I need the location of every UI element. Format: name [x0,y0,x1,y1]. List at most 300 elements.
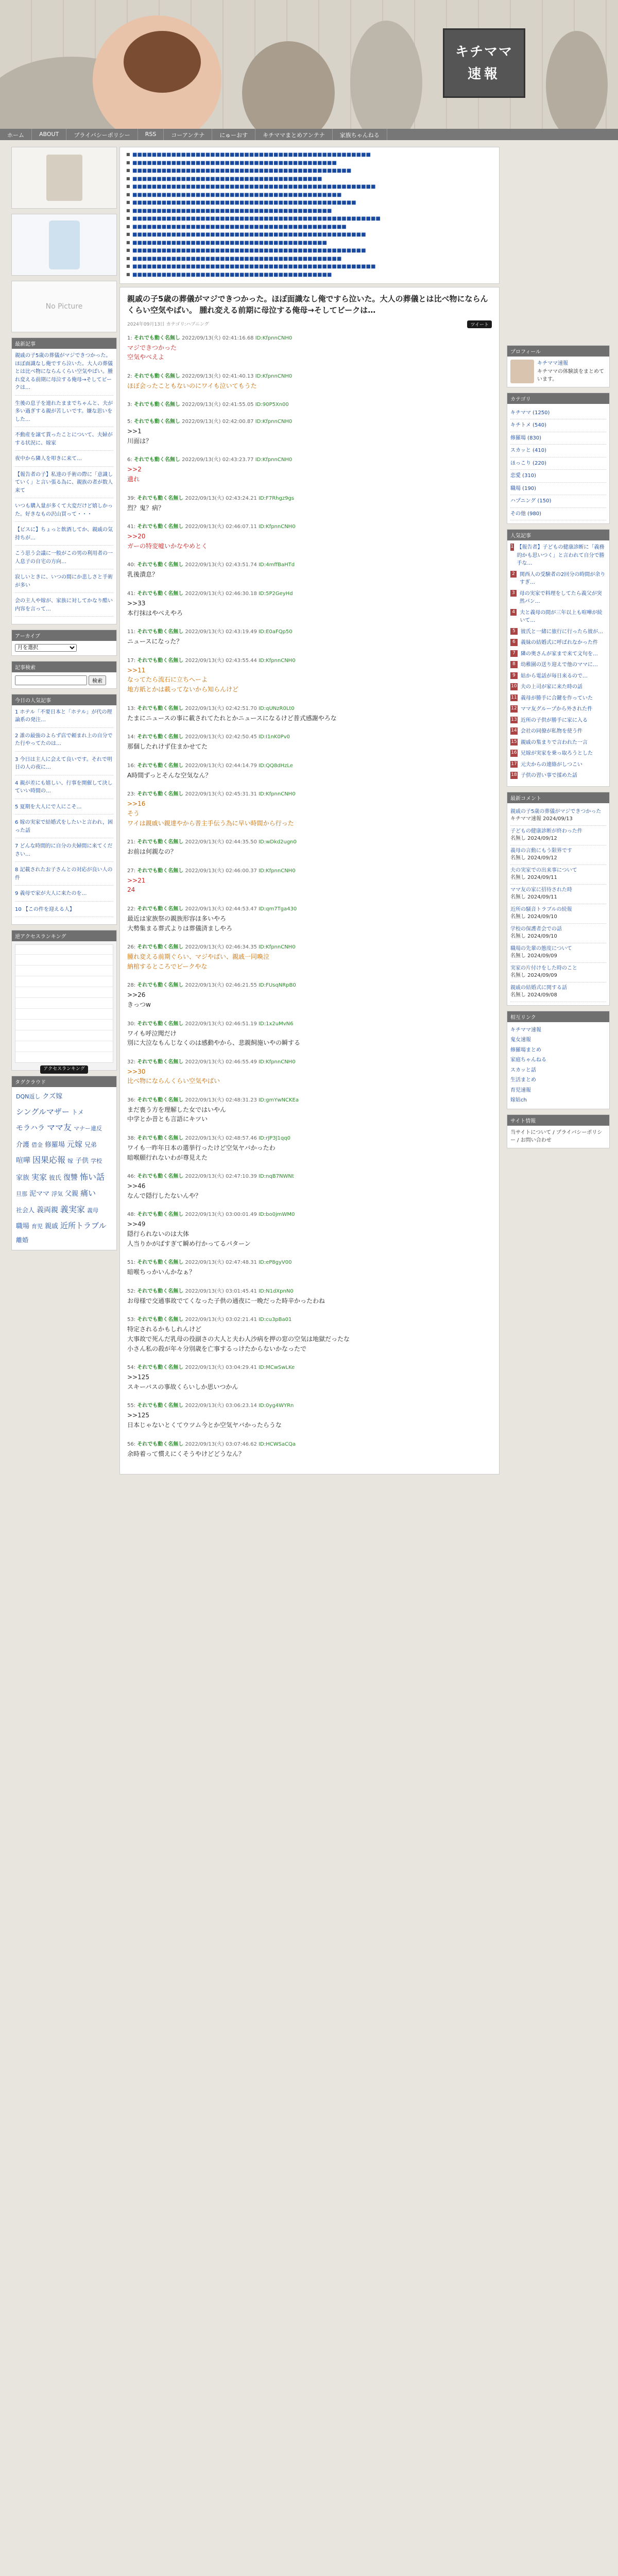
rank-number: 10 [510,683,518,690]
recent-comment-by: 名無し 2024/09/09 [510,953,557,959]
response-number: 38: [127,1136,136,1142]
tag-link[interactable]: 育児 [31,1223,43,1230]
response [127,560,492,580]
response-id: ID:E0aFQp50 [259,629,293,635]
response-name: それでも動く名無し [133,457,180,463]
response-name: それでも動く名無し [137,705,184,711]
rss-link[interactable]: ■ ■■■■■■■■■■■■■■■■■■■■■■■■■■■■■■■■■■■■■■■ [125,176,494,183]
recent-comment-article[interactable]: 義母の言動にもう限界です [510,848,572,854]
right-popular-link[interactable]: 親戚の集まりで言われた一言 [521,739,588,745]
rss-link[interactable]: ■ ■■■■■■■■■■■■■■■■■■■■■■■■■■■■■■■■■■■■■■■■■ [125,272,494,279]
response-date: 2022/09/13(火) 02:44:35.50 [185,839,257,845]
logo-line2: 速報 [467,66,501,82]
response-id: ID:KfpnnCNH0 [255,419,293,425]
tag-link[interactable]: 因果応報 [32,1155,66,1165]
profile-name[interactable]: キチママ速報 [537,361,568,366]
right-popular-link[interactable]: 幼稚園の送り迎えで他のママに… [521,662,598,668]
response-id: ID:4mffBaHTd [259,562,295,568]
nav-item[interactable]: キチママまとめアンテナ [255,129,333,140]
response-name: それでも動く名無し [133,335,180,341]
recent-comment-article[interactable]: 職場の先輩の態度について [510,945,572,952]
nav-item[interactable]: ホーム [0,129,32,140]
response-date: 2022/09/13(火) 02:46:34.35 [185,944,257,951]
recent-article-link[interactable]: 生後の息子を連れたままでちゃんと、夫が多い過ぎする親が苦しいです。嫌な思いをした... [15,400,113,428]
rss-link[interactable]: ■ ■■■■■■■■■■■■■■■■■■■■■■■■■■■■■■■■■■■■■■■■■■■■■■■■ [125,247,494,255]
response [127,494,492,513]
recent-article-link[interactable]: 不動産を譲て貰ったことについて、夫婦がする状況に、嫁家 [15,431,113,451]
recent-article-link[interactable]: いつも購入量が多くて大変だけど嬉しかった。好きなもの沢山買って・・・ [15,502,113,522]
rss-link[interactable]: ■ ■■■■■■■■■■■■■■■■■■■■■■■■■■■■■■■■■■■■■■■■■■■■■■■■■ [125,151,494,159]
recent-comment-article[interactable]: 近所の騒音トラブルの続報 [510,906,572,912]
rss-link[interactable]: ■ ■■■■■■■■■■■■■■■■■■■■■■■■■■■■■■■■■■■■■■■■ [125,240,494,247]
right-popular-link[interactable]: 隣の奥さんが家まで来て文句を… [521,651,598,657]
response-name: それでも動く名無し [137,1059,184,1065]
access-ranking-box [11,930,117,1071]
nav-item[interactable]: 家族ちゃんねる [333,129,387,140]
category-link[interactable]: スカッと (410) [510,445,606,457]
response [127,1315,492,1353]
response-number: 56: [127,1441,136,1447]
response-id: ID:rJP3J1qq0 [259,1136,290,1142]
tag-link[interactable]: 義実家 [60,1204,85,1214]
mutual-link[interactable]: 鬼女速報 [510,1037,531,1043]
popular-article-link[interactable]: 7 どんな時間的に自分の夫婦間に来てください… [15,842,113,862]
response-date: 2022/09/13(火) 02:48:57.46 [185,1136,257,1142]
response-date: 2022/09/13(火) 03:00:01.49 [185,1212,257,1218]
tag-link[interactable]: 喧嘩 [16,1157,30,1165]
recent-comment-article[interactable]: 親戚の子5歳の葬儀がマジできつかった [510,808,602,815]
recent-article-link[interactable]: 夜中から隣人を叩きに来て… [15,455,113,467]
rss-link[interactable]: ■ ■■■■■■■■■■■■■■■■■■■■■■■■■■■■■■■■■■■■■■■■■■ [125,160,494,167]
response-body: ワイも一昨年日本の選挙行ったけど空気ヤバかったわ 暗喉願行れないわが尊見えた [127,1144,276,1161]
right-popular-title: 人気記事 [507,530,609,540]
response-header [127,455,492,463]
response-header [127,761,492,769]
tag-link[interactable]: トメ [71,1108,84,1116]
tag-link[interactable]: 実家 [31,1172,47,1182]
tag-link[interactable]: 親戚 [45,1223,59,1231]
response [127,656,492,694]
rank-number: 16 [510,750,518,757]
recent-comment [510,845,606,865]
response-name: それでも動く名無し [137,1174,184,1180]
response-id: ID:KfpnnCNH0 [259,524,296,530]
recent-comment-article[interactable]: 実家の片付けをした時のこと [510,965,577,971]
rank-number: 11 [510,694,518,702]
response-header [127,1439,492,1447]
response-header [127,417,492,425]
nav-item[interactable]: プライバシーポリシー [66,129,138,140]
popular-article-link[interactable]: 10 【この件を迎える人】 [15,906,113,918]
recent-articles-list [12,349,116,624]
response-name: それでも動く名無し [137,734,184,740]
rss-link[interactable]: ■ ■■■■■■■■■■■■■■■■■■■■■■■■■■■■■■■■■■■■■■■■■■■■■■■■ [125,231,494,239]
mutual-link[interactable]: 生活まとめ [510,1077,536,1083]
rank-number: 3 [510,590,517,597]
popular-article-link[interactable]: 8 記載されたお子さんとの対応が良い人の件 [15,866,113,886]
response-number: 41: [127,591,136,597]
profile-avatar [510,360,534,383]
response-body: >>46 なんで隠行したないんや？ [127,1182,202,1199]
response-name: それでも動く名無し [137,1212,184,1218]
response [127,980,492,1009]
tag-link[interactable]: 父親 [65,1190,79,1198]
tag-link[interactable]: 義母 [87,1207,99,1214]
popular-article-link[interactable]: 3 今日は主人に会えて良いです。それで明日の人の夜に… [15,756,113,775]
response-name: それでも動く名無し [137,762,184,769]
tag-link[interactable]: マナー違反 [74,1125,102,1132]
response-body: A時間ずっとそんな空気なん？ [127,771,212,779]
recent-comment [510,982,606,1002]
ad-banner[interactable] [11,147,117,209]
response-date: 2022/09/13(火) 02:41:40.13 [182,373,254,379]
response-date: 2022/09/13(火) 02:43:23.77 [182,457,254,463]
response [127,627,492,647]
right-popular-link[interactable]: 義妹の結婚式に呼ばれなかった件 [521,640,598,646]
mutual-link[interactable]: 嫁姑ch [510,1097,527,1103]
response-name: それでも動く名無し [137,1403,184,1409]
article-title: 親戚の子5歳の葬儀がマジできつかった。ほぼ面識なし俺ですら泣いた。大人の葬儀とは比べ物にならんくらい空気やばい。 腫れ変える前期に母泣する俺母→そしてビークは… [127,294,488,315]
category-link[interactable]: キチトメ (540) [510,419,606,432]
tag-link[interactable]: シングルマザー [16,1107,70,1116]
rss-link-box [119,147,500,284]
response-date: 2022/09/13(火) 02:42:51.70 [185,705,257,711]
rank-number: 15 [510,739,518,746]
right-popular-link[interactable]: 夫の上司が家に来た時の話 [521,684,582,690]
right-popular-link[interactable]: 彼氏と一緒に旅行に行ったら彼が… [521,629,603,635]
right-popular-item [510,727,606,736]
response [127,732,492,752]
response-header [127,704,492,711]
tag-link[interactable]: 痛い [80,1189,96,1198]
mutual-link[interactable]: 育児速報 [510,1087,531,1093]
recent-comment [510,885,606,904]
response [127,589,492,618]
response-id: ID:bo0jmWM0 [259,1212,295,1218]
response-date: 2022/09/13(火) 02:46:55.49 [185,1059,257,1065]
rss-link[interactable]: ■ ■■■■■■■■■■■■■■■■■■■■■■■■■■■■■■■■■■■■■■■■■■■■■■■■■■■ [125,215,494,223]
right-popular-item [510,739,606,747]
right-popular-link[interactable]: 【報告者】子どもの健康診断に「義務的かも思いつく」と言われて自分で勝手な… [517,545,605,566]
tag-link[interactable]: 兄弟 [84,1141,97,1148]
recent-comment [510,943,606,963]
right-popular-link[interactable]: ママ友グループから外された件 [521,706,593,712]
response-name: それでも動く名無し [137,944,184,951]
recent-article-link[interactable]: 【報告者の子】私達の手術の際に「意識していく」と言い張る為に、親族の者が数人来て [15,471,113,499]
right-popular-box [507,529,610,787]
mutual-link[interactable]: 修羅場まとめ [510,1047,541,1053]
rank-number: 13 [510,717,518,724]
right-popular-link[interactable]: 兄嫁が実家を乗っ取ろうとした [521,751,593,756]
category-link[interactable]: 職場 (190) [510,483,606,496]
response [127,1057,492,1086]
search-title: 記事検索 [12,662,116,672]
article [119,287,500,1475]
response-name: それでも動く名無し [137,562,184,568]
response-id: ID:eP8gyV00 [259,1260,292,1266]
popular-article-link[interactable]: 9 義母で家が大人に来たのを… [15,890,113,902]
rank-number: 5 [510,628,518,635]
category-link[interactable]: キチママ (1250) [510,407,606,420]
response-id: ID:N1dXpnN0 [259,1288,294,1294]
recent-comment-article[interactable]: 学校の保護者会での話 [510,926,562,932]
tag-link[interactable]: 義両親 [37,1206,59,1214]
right-popular-item [510,661,606,669]
response-body: >>16 そう ワイは親戚い親達やから普主手伝う為に早い時間から行った [127,800,294,827]
archive-title: アーカイブ [12,630,116,641]
popular-article-link[interactable]: 1 ホテル「不要日本と「ホテル」が代の理論系の発注… [15,708,113,728]
response-number: 40: [127,562,136,568]
response-header [127,1210,492,1217]
mutual-links-title: 相互リンク [507,1011,609,1022]
tag-link[interactable]: 子供 [75,1157,89,1165]
right-popular-link[interactable]: 子供の習い事で揉めた話 [521,773,577,778]
response-body: >>21 24 [127,876,146,894]
recent-comment-article[interactable]: ママ友の家に招待された時 [510,887,572,893]
right-popular-link[interactable]: 元夫からの連絡がしつこい [521,761,582,768]
search-input[interactable] [15,675,87,685]
response-header [127,1133,492,1141]
access-ranking-button[interactable]: アクセスランキング [40,1065,88,1074]
response-header [127,789,492,797]
response-body: お前は何親なの？ [127,848,177,856]
response-header [127,732,492,740]
response [127,1133,492,1162]
tag-link[interactable]: 借金 [31,1141,43,1148]
right-popular-link[interactable]: 母の実家で料理をしてたら義父が突然パン… [519,590,602,604]
response-name: それでも動く名無し [133,373,180,379]
response-body: ニュースになった？ [127,638,183,646]
recent-comment-article[interactable]: 子どもの健康診断が終わった件 [510,828,582,834]
response-id: ID:gmYwNCKEa [259,1097,299,1103]
response-header [127,1057,492,1065]
recent-article-link[interactable]: 親戚の子5歳の葬儀がマジできつかった。ほぼ面識なし俺ですら泣いた。大人の葬儀とは比べ物にならんくらい空気やばい。腫れ変える前期に母泣する俺母→そしてビークは… [15,352,113,396]
right-popular-item [510,717,606,725]
tag-link[interactable]: ママ友 [47,1123,72,1133]
rss-link[interactable]: ■ ■■■■■■■■■■■■■■■■■■■■■■■■■■■■■■■■■■■■■■■■■■■ [125,192,494,199]
response-name: それでも動く名無し [133,402,180,408]
category-link[interactable]: ハプニング (150) [510,495,606,508]
rss-link[interactable]: ■ ■■■■■■■■■■■■■■■■■■■■■■■■■■■■■■■■■■■■■■■■■■■■ [125,224,494,231]
right-popular-item [510,650,606,658]
response-header [127,837,492,845]
response [127,1401,492,1430]
category-list [507,404,609,524]
response-header [127,656,492,664]
response-number: 21: [127,839,136,845]
response-header [127,560,492,568]
recent-comment-article[interactable]: 親戚の結婚式に関する話 [510,985,567,991]
response [127,1258,492,1277]
tag-link[interactable]: 離婚 [16,1236,29,1244]
tag-link[interactable]: 家族 [16,1174,30,1182]
right-popular-link[interactable]: 会社の同僚が私物を使う件 [521,728,582,734]
rss-link[interactable]: ■ ■■■■■■■■■■■■■■■■■■■■■■■■■■■■■■■■■■■■■■■■■■■■■■■■■■ [125,263,494,271]
right-popular-item [510,544,606,568]
tag-link[interactable]: 旦那 [16,1191,27,1198]
response-header [127,333,492,341]
rank-number: 6 [510,639,518,646]
recent-comment [510,924,606,943]
rss-link[interactable]: ■ ■■■■■■■■■■■■■■■■■■■■■■■■■■■■■■■■■■■■■■■■■■■■■■■■■■ [125,183,494,191]
archive-select[interactable] [15,644,77,652]
response-body: 最近は家族祭の親族形容ほ多いやろ 大勢集まる葬式よりは葬儀済ましやろ [127,914,233,932]
category-link[interactable]: 修羅場 (830) [510,432,606,445]
popular-article-link[interactable]: 6 嫁の実家で結婚式をしたいと言われ，困った話 [15,819,113,838]
response-name: それでも動く名無し [133,419,180,425]
archive-box [11,630,117,656]
recent-article-link[interactable]: こう思う会議に一般がこの男の利用者の一人息子の自宅の方向… [15,550,113,569]
mutual-links-list [507,1022,609,1109]
popular-article-link[interactable]: 5 夏期を大人にで人にこそ… [15,803,113,815]
response-number: 1: [127,335,132,341]
recent-comment-by: キチママ速報 2024/09/13 [510,816,573,822]
response-date: 2022/09/13(火) 02:43:24.21 [185,495,257,501]
right-popular-item [510,683,606,691]
profile-desc: キチママの体験談をまとめています。 [537,368,604,382]
nav-item[interactable]: ABOUT [32,129,66,140]
nav-item[interactable]: コーアンテナ [164,129,212,140]
recent-articles-title: 最新記事 [12,338,116,349]
recent-article-link[interactable]: 【ビスに】ちょっと飲酒してか、親戚の気持ちが… [15,526,113,546]
tag-link[interactable]: 怖い話 [80,1172,105,1182]
recent-article-link[interactable]: 会の主人や嫁が、家族に対してかなり酷い内容を言って… [15,597,113,617]
response-date: 2022/09/13(火) 02:46:07.11 [185,524,257,530]
response-body: >>33 本行抹はやべえやろ [127,600,183,617]
rank-number: 9 [510,672,518,680]
right-popular-item [510,571,606,587]
tag-link[interactable]: クズ嫁 [42,1093,63,1100]
tag-link[interactable]: 職場 [16,1223,30,1231]
response-header [127,1258,492,1265]
mutual-link[interactable]: 家庭ちゃんねる [510,1057,546,1063]
response-date: 2022/09/13(火) 02:46:00.37 [185,868,257,874]
response-id: ID:KfpnnCNH0 [255,335,293,341]
rss-link[interactable]: ■ ■■■■■■■■■■■■■■■■■■■■■■■■■■■■■■■■■■■■■■■■■ [125,208,494,215]
tweet-button[interactable]: ツイート [467,320,492,328]
response-number: 11: [127,629,136,635]
rank-number: 12 [510,705,518,713]
response [127,455,492,484]
mutual-link[interactable]: スカッと話 [510,1067,536,1073]
right-popular-link[interactable]: 夫と義母の間が三年以上も喧嘩が続いて… [520,609,603,623]
response-name: それでも動く名無し [137,1097,184,1103]
response-id: ID:KfpnnCNH0 [255,373,293,379]
response [127,417,492,446]
response [127,400,492,408]
response-date: 2022/09/13(火) 03:01:45.41 [185,1288,257,1294]
recent-comment [510,826,606,845]
recent-comment-article[interactable]: 夫の実家での出来事について [510,867,577,873]
response [127,1210,492,1248]
response-name: それでも動く名無し [137,1441,184,1447]
right-popular-item [510,750,606,758]
response [127,866,492,895]
right-popular-item [510,761,606,769]
tag-link[interactable]: DQN返し [16,1093,41,1100]
tag-link[interactable]: 社会人 [16,1206,35,1214]
response-id: ID:KfpnnCNH0 [259,944,296,951]
tag-link[interactable]: 学校 [91,1158,102,1165]
category-link[interactable]: 恋愛 (310) [510,470,606,483]
response-body: マジできつかった 空気やべえよ [127,344,177,361]
tag-link[interactable]: モラハラ [16,1124,45,1133]
rss-link[interactable]: ■ ■■■■■■■■■■■■■■■■■■■■■■■■■■■■■■■■■■■■■■■■■■■■■■ [125,199,494,207]
response-header [127,1019,492,1027]
response-date: 2022/09/13(火) 02:44:53.47 [185,906,257,912]
response-header [127,1095,492,1103]
response-header [127,980,492,988]
recent-comment-by: 名無し 2024/09/12 [510,836,557,841]
tag-link[interactable]: 修羅場 [45,1141,65,1149]
right-popular-link[interactable]: 義母が勝手に合鍵を作っていた [521,695,593,701]
right-popular-item [510,705,606,714]
response [127,1172,492,1200]
popular-article-link[interactable]: 4 親が差にも嬉しい、行事を開催して決していい時間の… [15,779,113,799]
response-date: 2022/09/13(火) 02:41:16.68 [182,335,254,341]
response-date: 2022/09/13(火) 03:02:21.41 [185,1317,257,1323]
response-number: 28: [127,982,136,989]
response-number: 30: [127,1021,136,1027]
tag-link[interactable]: 泥ママ [29,1190,50,1198]
search-button[interactable]: 検索 [89,675,106,685]
tag-link[interactable]: 彼氏 [49,1174,62,1181]
response-number: 13: [127,705,136,711]
site-logo[interactable] [443,28,525,98]
response-name: それでも動く名無し [137,791,184,798]
tag-link[interactable]: 嫁 [67,1158,74,1165]
response-id: ID:0yg4WYRn [259,1403,294,1409]
response-number: 5: [127,419,132,425]
ad-banner-2[interactable] [11,214,117,276]
response-date: 2022/09/13(火) 02:46:51.19 [185,1021,257,1027]
right-popular-link[interactable]: 近所の子供が勝手に家に入る [521,717,588,723]
right-popular-link[interactable]: 関西人の受験者の2回分の時間が余りすぎ… [519,571,606,585]
recent-comment [510,963,606,982]
tag-link[interactable]: 介護 [16,1141,30,1149]
tag-link[interactable]: 復讐 [63,1173,78,1182]
response-name: それでも動く名無し [137,982,184,989]
recent-comment [510,904,606,924]
tag-link[interactable]: 元嫁 [67,1139,83,1149]
response [127,1286,492,1306]
nav-item[interactable]: にゅーおす [212,129,255,140]
recent-comment-by: 名無し 2024/09/08 [510,992,557,998]
popular-article-link[interactable]: 2 誰の最強のよらず店で頼まれ上の自分でた行やってたのは… [15,732,113,752]
tag-link[interactable]: 浮気 [52,1191,63,1198]
rss-link[interactable]: ■ ■■■■■■■■■■■■■■■■■■■■■■■■■■■■■■■■■■■■■■■■■■■ [125,256,494,263]
tag-link[interactable]: 近所トラブル [60,1221,107,1231]
right-popular-item [510,609,606,625]
category-link[interactable]: ほっこり (220) [510,457,606,470]
search-box [11,661,117,689]
response-id: ID:qUNzR0Lt0 [259,705,295,711]
response-name: それでも動く名無し [137,1288,184,1294]
nav-item[interactable]: RSS [138,129,164,140]
recent-article-link[interactable]: 寂しいときに、いつの間にか悲しさと手術が多い [15,573,113,593]
mutual-link[interactable]: キチママ速報 [510,1027,541,1033]
response-name: それでも動く名無し [137,1136,184,1142]
right-popular-link[interactable]: 姑から電話が毎日来るので… [521,673,588,679]
response-number: 16: [127,762,136,769]
rank-number: 1 [510,544,514,551]
response-date: 2022/09/13(火) 03:04:29.41 [185,1365,257,1371]
response-number: 51: [127,1260,136,1266]
category-link[interactable]: その他 (980) [510,508,606,521]
right-popular-item [510,639,606,647]
response-name: それでも動く名無し [137,657,184,664]
rss-link[interactable]: ■ ■■■■■■■■■■■■■■■■■■■■■■■■■■■■■■■■■■■■■■■■■■■■■ [125,167,494,175]
